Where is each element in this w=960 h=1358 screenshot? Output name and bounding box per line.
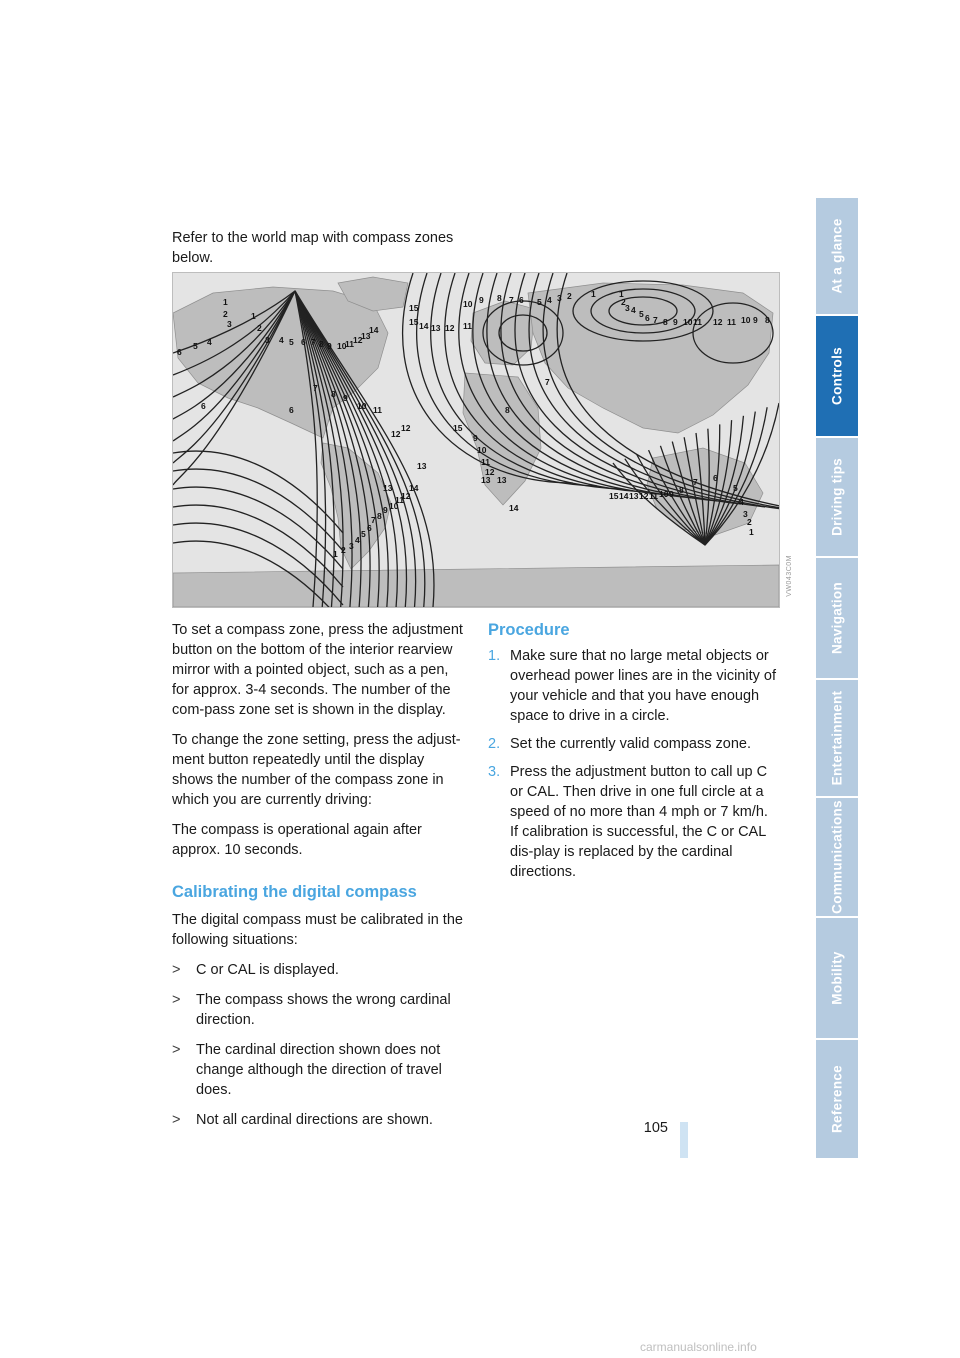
section-tabs (816, 198, 858, 1160)
zone-number-int: 12 (391, 429, 401, 439)
zone-number-as: 7 (653, 315, 658, 325)
tab-label: Navigation (829, 581, 845, 655)
section-heading: Calibrating the digital compass (172, 883, 417, 901)
bullet-text: C or CAL is displayed. (196, 962, 339, 978)
zone-number-au: 9 (669, 489, 674, 499)
zone-number-eu: 6 (519, 295, 524, 305)
zone-number-int: 8 (331, 389, 336, 399)
figure-code: VW043C0M (786, 555, 793, 597)
zone-number-as: 3 (625, 303, 630, 313)
zone-number-as: 6 (645, 313, 650, 323)
tab-communications[interactable] (816, 798, 858, 918)
zone-number-eu: 1 (591, 289, 596, 299)
zone-number-as: 1 (619, 289, 624, 299)
zone-number-sa: 6 (367, 523, 372, 533)
zone-number-sa: 5 (361, 529, 366, 539)
zone-number-na: 2 (223, 309, 228, 319)
zone-number-int: 11 (373, 405, 382, 415)
step-number: 3. (488, 764, 501, 780)
zone-number-na: 10 (337, 341, 347, 351)
bullet-item (172, 1040, 464, 1100)
paragraph: The digital compass must be calibrated in the following situations: (172, 912, 463, 948)
zone-number-eu: 5 (537, 297, 542, 307)
zone-number-int: 13 (431, 323, 441, 333)
tab-label: Driving tips (829, 458, 845, 536)
zone-number-au: 13 (629, 491, 639, 501)
paragraph: To set a compass zone, press the adjustment button on the bottom of the interior rearview mirror with a pointed object, such as a pen, for approx. 3-4 seconds. The number of the com-pass zone set is shown in the display. (172, 622, 463, 718)
paragraph: To change the zone setting, press the adjust-ment button repeatedly until the display shows the number of the compass zone in which you are currently driving: (172, 732, 461, 808)
zone-number-au: 12 (639, 491, 649, 501)
zone-number-as: 11 (693, 317, 702, 327)
zone-number-int: 11 (463, 321, 472, 331)
tab-label: Communications (829, 800, 845, 914)
section-heading: Procedure (488, 621, 570, 639)
compass-zone-world-map (172, 272, 780, 608)
zone-number-na: 2 (257, 323, 262, 333)
zone-number-na: 6 (301, 337, 306, 347)
zone-number-na: 7 (311, 337, 316, 347)
zone-number-eu: 9 (479, 295, 484, 305)
page-number-bar (680, 1122, 688, 1158)
zone-number-as: 11 (727, 317, 736, 327)
zone-number-int: 13 (383, 483, 393, 493)
zone-number-int: 10 (477, 445, 487, 455)
zone-number-int: 12 (445, 323, 455, 333)
tab-label: Entertainment (829, 690, 845, 786)
zone-number-int: 11 (481, 457, 490, 467)
zone-number-sa: 11 (395, 495, 404, 505)
zone-number-na: 8 (319, 339, 324, 349)
zone-number-as: 12 (713, 317, 723, 327)
tab-navigation[interactable] (816, 558, 858, 680)
bullet-item (172, 1110, 464, 1130)
zone-number-na: 3 (227, 319, 232, 329)
zone-number-as: 8 (663, 317, 668, 327)
bullet-marker: > (172, 1042, 181, 1058)
zone-number-int: 7 (545, 377, 550, 387)
zone-number-int: 7 (313, 383, 318, 393)
zone-number-eu: 4 (547, 295, 552, 305)
zone-number-as: 5 (639, 309, 644, 319)
bullet-item (172, 960, 464, 980)
zone-number-sa: 4 (355, 535, 360, 545)
zone-number-eu: 3 (557, 293, 562, 303)
step-number: 1. (488, 648, 501, 664)
zone-number-int: 13 (481, 475, 491, 485)
zone-number-sa: 10 (389, 501, 399, 511)
tab-label: At a glance (829, 218, 845, 294)
zone-number-au: 1 (749, 527, 754, 537)
zone-number-sa: 3 (349, 541, 354, 551)
zone-number-as: 2 (621, 297, 626, 307)
zone-number-int: 6 (289, 405, 294, 415)
zone-number-int: 15 (409, 317, 419, 327)
tab-reference[interactable] (816, 1040, 858, 1160)
zone-number-as: 10 (683, 317, 693, 327)
zone-number-na: 1 (251, 311, 256, 321)
zone-number-au: 11 (649, 491, 658, 501)
zone-number-int: 13 (497, 475, 507, 485)
watermark-text: carmanualsonline.info (640, 1340, 757, 1354)
zone-number-sa: 8 (377, 511, 382, 521)
tab-label: Reference (829, 1065, 845, 1133)
zone-number-int: 9 (343, 393, 348, 403)
zone-number-au: 14 (619, 491, 629, 501)
zone-number-as: 8 (765, 315, 770, 325)
bullet-marker: > (172, 1112, 181, 1128)
step-number: 2. (488, 736, 501, 752)
zone-number-int: 14 (509, 503, 519, 513)
zone-number-eu: 10 (463, 299, 473, 309)
map-drawing (173, 273, 779, 607)
bullet-text: The cardinal direction shown does not change although the direction of travel does. (196, 1042, 442, 1098)
zone-number-as: 9 (673, 317, 678, 327)
page-number: 105 (643, 1120, 668, 1136)
zone-number-na: 14 (369, 325, 379, 335)
bullet-marker: > (172, 962, 181, 978)
zone-number-sa: 9 (383, 505, 388, 515)
zone-number-au: 8 (679, 485, 684, 495)
tab-controls[interactable] (816, 316, 858, 438)
zone-number-sa: 2 (341, 545, 346, 555)
left-column (172, 620, 464, 1140)
zone-number-int: 12 (401, 423, 411, 433)
tab-label: Mobility (829, 951, 845, 1005)
zone-number-int: 6 (201, 401, 206, 411)
zone-number-eu: 7 (509, 295, 514, 305)
bullet-text: Not all cardinal directions are shown. (196, 1112, 433, 1128)
intro-text: Refer to the world map with compass zones below. (172, 230, 454, 266)
zone-number-au: 3 (743, 509, 748, 519)
tab-label: Controls (829, 347, 845, 405)
zone-number-sa: 7 (371, 515, 376, 525)
zone-number-au: 10 (659, 489, 669, 499)
zone-number-int: 14 (419, 321, 429, 331)
zone-number-na: 4 (279, 335, 284, 345)
tab-entertainment[interactable] (816, 680, 858, 798)
zone-number-na: 6 (177, 347, 182, 357)
zone-number-na: 9 (327, 341, 332, 351)
zone-number-au: 2 (747, 517, 752, 527)
right-column (488, 620, 780, 890)
bullet-text: The compass shows the wrong cardinal direction. (196, 992, 451, 1028)
tab-driving-tips[interactable] (816, 438, 858, 558)
zone-number-int: 13 (417, 461, 427, 471)
bullet-item (172, 990, 464, 1030)
zone-number-int: 8 (505, 405, 510, 415)
zone-number-na: 11 (345, 339, 354, 349)
zone-number-as: 4 (631, 305, 636, 315)
paragraph: The compass is operational again after approx. 10 seconds. (172, 822, 422, 858)
zone-number-na: 15 (409, 303, 419, 313)
zone-number-au: 15 (609, 491, 619, 501)
zone-number-na: 12 (353, 335, 363, 345)
zone-number-sa: 1 (333, 549, 338, 559)
step-text: Press the adjustment button to call up C or CAL. Then drive in one full circle at a speed of no more than 4 mph or 7 km/h. (510, 764, 768, 820)
step-item (488, 646, 780, 726)
zone-number-na: 3 (265, 335, 270, 345)
zone-number-au: 7 (693, 477, 698, 487)
zone-number-na: 5 (193, 341, 198, 351)
step-item (488, 734, 780, 754)
zone-number-na: 1 (223, 297, 228, 307)
zone-number-na: 4 (207, 337, 212, 347)
step-text: Set the currently valid compass zone. (510, 736, 751, 752)
step-text: Make sure that no large metal objects or overhead power lines are in the vicinity of your vehicle and that you have enough space to drive in a circle. (510, 648, 776, 724)
tab-mobility[interactable] (816, 918, 858, 1040)
zone-number-au: 4 (739, 497, 744, 507)
zone-number-na: 5 (289, 337, 294, 347)
step-item (488, 762, 780, 882)
zone-number-na: 13 (361, 331, 371, 341)
zone-number-int: 15 (453, 423, 463, 433)
zone-number-eu: 8 (497, 293, 502, 303)
step-note: If calibration is successful, the C or CAL dis-play is replaced by the cardinal directions. (510, 824, 766, 880)
zone-number-int: 10 (357, 401, 367, 411)
bullet-marker: > (172, 992, 181, 1008)
zone-number-int: 12 (485, 467, 495, 477)
zone-number-au: 6 (713, 473, 718, 483)
zone-number-eu: 2 (567, 291, 572, 301)
zone-number-au: 5 (733, 483, 738, 493)
zone-number-as: 9 (753, 315, 758, 325)
zone-number-int: 9 (473, 433, 478, 443)
zone-number-as: 10 (741, 315, 751, 325)
zone-number-int: 14 (409, 483, 419, 493)
zone-number-sa: 12 (401, 491, 411, 501)
tab-at-a-glance[interactable] (816, 198, 858, 316)
